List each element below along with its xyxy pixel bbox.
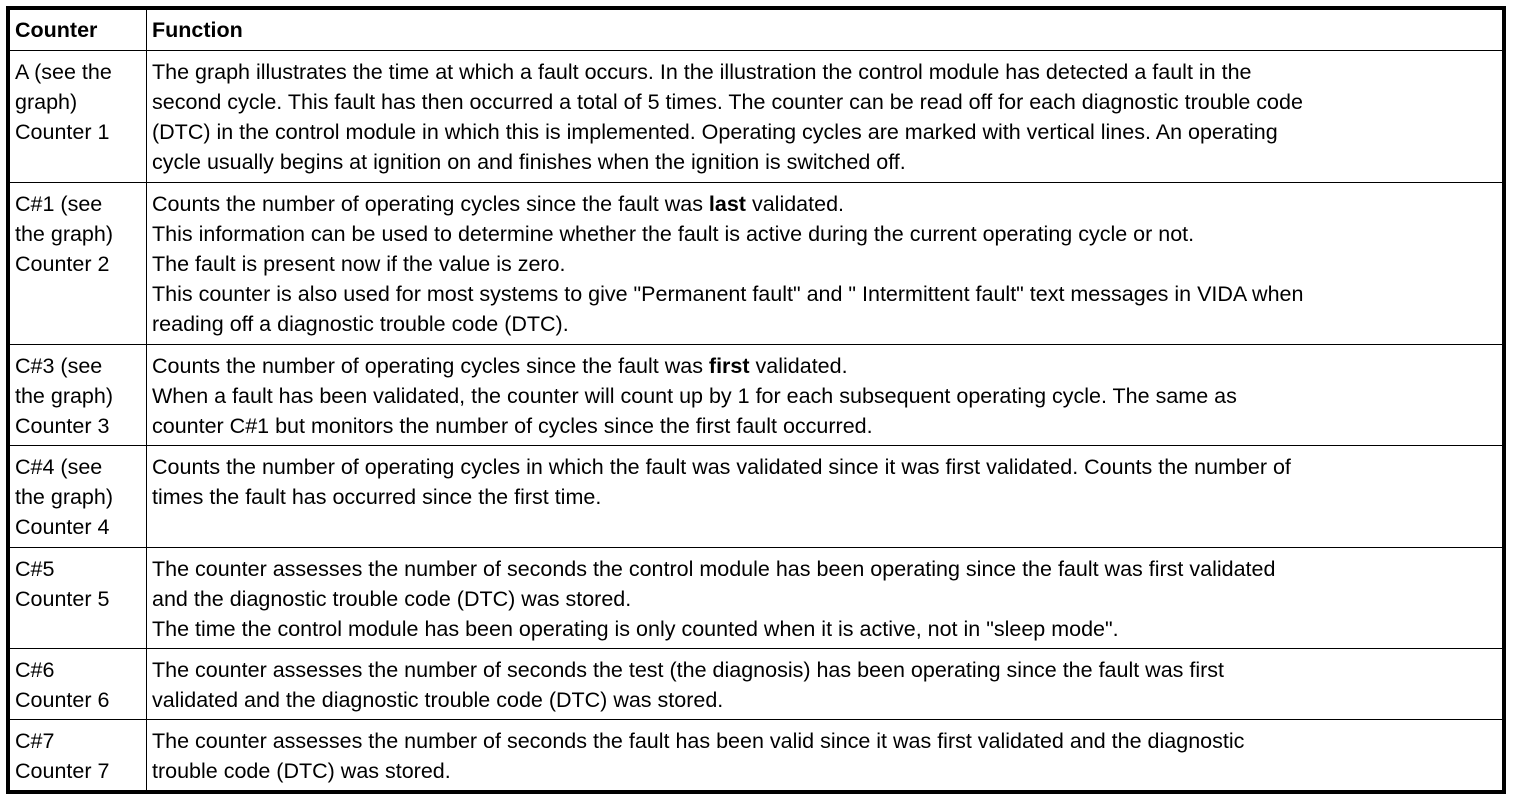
table-row [10, 719, 1503, 790]
function-cell [147, 344, 1503, 445]
table-row [10, 344, 1503, 445]
counter-label-line: Counter 4 [15, 515, 110, 540]
counter-label-line: C#1 (see [15, 191, 103, 216]
function-text-line [152, 309, 1497, 339]
function-text: and the diagnostic trouble code (DTC) was stored. [152, 586, 632, 611]
function-text-line [152, 219, 1497, 249]
counter-cell [10, 182, 147, 344]
function-text: validated and the diagnostic trouble code (DTC) was stored. [152, 688, 724, 713]
function-cell [147, 547, 1503, 648]
function-text: The counter assesses the number of seconds the fault has been valid since it was first validated and the diagnostic [152, 728, 1245, 753]
function-text: Counts the number of operating cycles since the fault was [152, 191, 709, 216]
function-text-line [152, 249, 1497, 279]
counter-cell [10, 344, 147, 445]
counter-label-line: Counter 3 [15, 413, 110, 438]
table-header-row [10, 10, 1503, 51]
counter-cell [10, 649, 147, 720]
function-text: This counter is also used for most systems to give "Permanent fault" and " Intermittent fault" text messages in VIDA when [152, 281, 1304, 306]
function-text-line [152, 584, 1497, 614]
counter-label-line: Counter 2 [15, 251, 110, 276]
function-text: counter C#1 but monitors the number of cycles since the first fault occurred. [152, 413, 873, 438]
table-row [10, 547, 1503, 648]
function-text: This information can be used to determine whether the fault is active during the current operating cycle or not. [152, 221, 1195, 246]
function-text-line [152, 452, 1497, 482]
emphasis-text: first [708, 353, 750, 378]
function-text-line [152, 482, 1497, 512]
emphasis-text: last [708, 191, 746, 216]
counter-label-line: graph) [15, 90, 78, 114]
function-text-line [152, 554, 1497, 584]
function-text: validated. [749, 353, 848, 378]
header-counter: Counter [10, 10, 147, 51]
counter-label-line: Counter 7 [15, 758, 110, 783]
function-text: The fault is present now if the value is zero. [152, 251, 566, 276]
counter-cell [10, 51, 147, 183]
counter-function-table [9, 9, 1503, 791]
counter-label-line: the graph) [15, 383, 114, 408]
counter-table-frame [6, 6, 1506, 794]
function-text-line [152, 351, 1497, 381]
counter-label-line: C#7 [15, 728, 55, 753]
function-text: second cycle. This fault has then occurred a total of 5 times. The counter can be read off for each diagnostic trouble code [152, 90, 1303, 114]
function-cell [147, 649, 1503, 720]
function-text-line [152, 147, 1497, 177]
function-text-line [152, 756, 1497, 786]
counter-label-line: C#3 (see [15, 353, 103, 378]
counter-label-line: Counter 1 [15, 120, 110, 144]
function-text: The time the control module has been operating is only counted when it is active, not in "sleep mode". [152, 616, 1119, 641]
counter-cell [10, 719, 147, 790]
counter-label-line: the graph) [15, 221, 114, 246]
function-text: Counts the number of operating cycles in which the fault was validated since it was first validated. Counts the number of [152, 455, 1291, 480]
table-body [10, 51, 1503, 791]
counter-label-line: C#5 [15, 556, 55, 581]
function-cell [147, 446, 1503, 547]
counter-label-line: Counter 5 [15, 586, 110, 611]
function-text-line [152, 57, 1497, 87]
function-text: The graph illustrates the time at which a fault occurs. In the illustration the control module has detected a fault in the [152, 60, 1252, 84]
counter-label-line: the graph) [15, 485, 114, 510]
function-text-line [152, 614, 1497, 644]
header-function: Function [147, 10, 1503, 51]
counter-label-line: C#6 [15, 658, 55, 683]
counter-label-line: C#4 (see [15, 455, 103, 480]
table-row [10, 446, 1503, 547]
function-text: reading off a diagnostic trouble code (DTC). [152, 311, 569, 336]
function-text: validated. [745, 191, 844, 216]
function-text: (DTC) in the control module in which this is implemented. Operating cycles are marked with vertical lines. An operating [152, 120, 1278, 144]
function-text-line [152, 411, 1497, 441]
function-text-line [152, 685, 1497, 715]
counter-cell [10, 547, 147, 648]
function-text-line [152, 726, 1497, 756]
function-cell [147, 182, 1503, 344]
table-row [10, 649, 1503, 720]
function-text-line [152, 655, 1497, 685]
counter-label-line: Counter 6 [15, 688, 110, 713]
function-text: Counts the number of operating cycles since the fault was [152, 353, 709, 378]
function-text-line [152, 189, 1497, 219]
function-cell [147, 51, 1503, 183]
function-cell [147, 719, 1503, 790]
function-text: cycle usually begins at ignition on and finishes when the ignition is switched off. [152, 150, 906, 174]
function-text: When a fault has been validated, the counter will count up by 1 for each subsequent operating cycle. The same as [152, 383, 1237, 408]
function-text: The counter assesses the number of seconds the test (the diagnosis) has been operating since the fault was first [152, 658, 1225, 683]
function-text-line [152, 279, 1497, 309]
function-text: times the fault has occurred since the first time. [152, 485, 602, 510]
function-text-line [152, 87, 1497, 117]
function-text: trouble code (DTC) was stored. [152, 758, 451, 783]
table-row [10, 182, 1503, 344]
counter-cell [10, 446, 147, 547]
counter-label-line: A (see the [15, 60, 112, 84]
function-text: The counter assesses the number of seconds the control module has been operating since the fault was first validated [152, 556, 1276, 581]
function-text-line [152, 381, 1497, 411]
table-row [10, 51, 1503, 183]
function-text-line [152, 117, 1497, 147]
